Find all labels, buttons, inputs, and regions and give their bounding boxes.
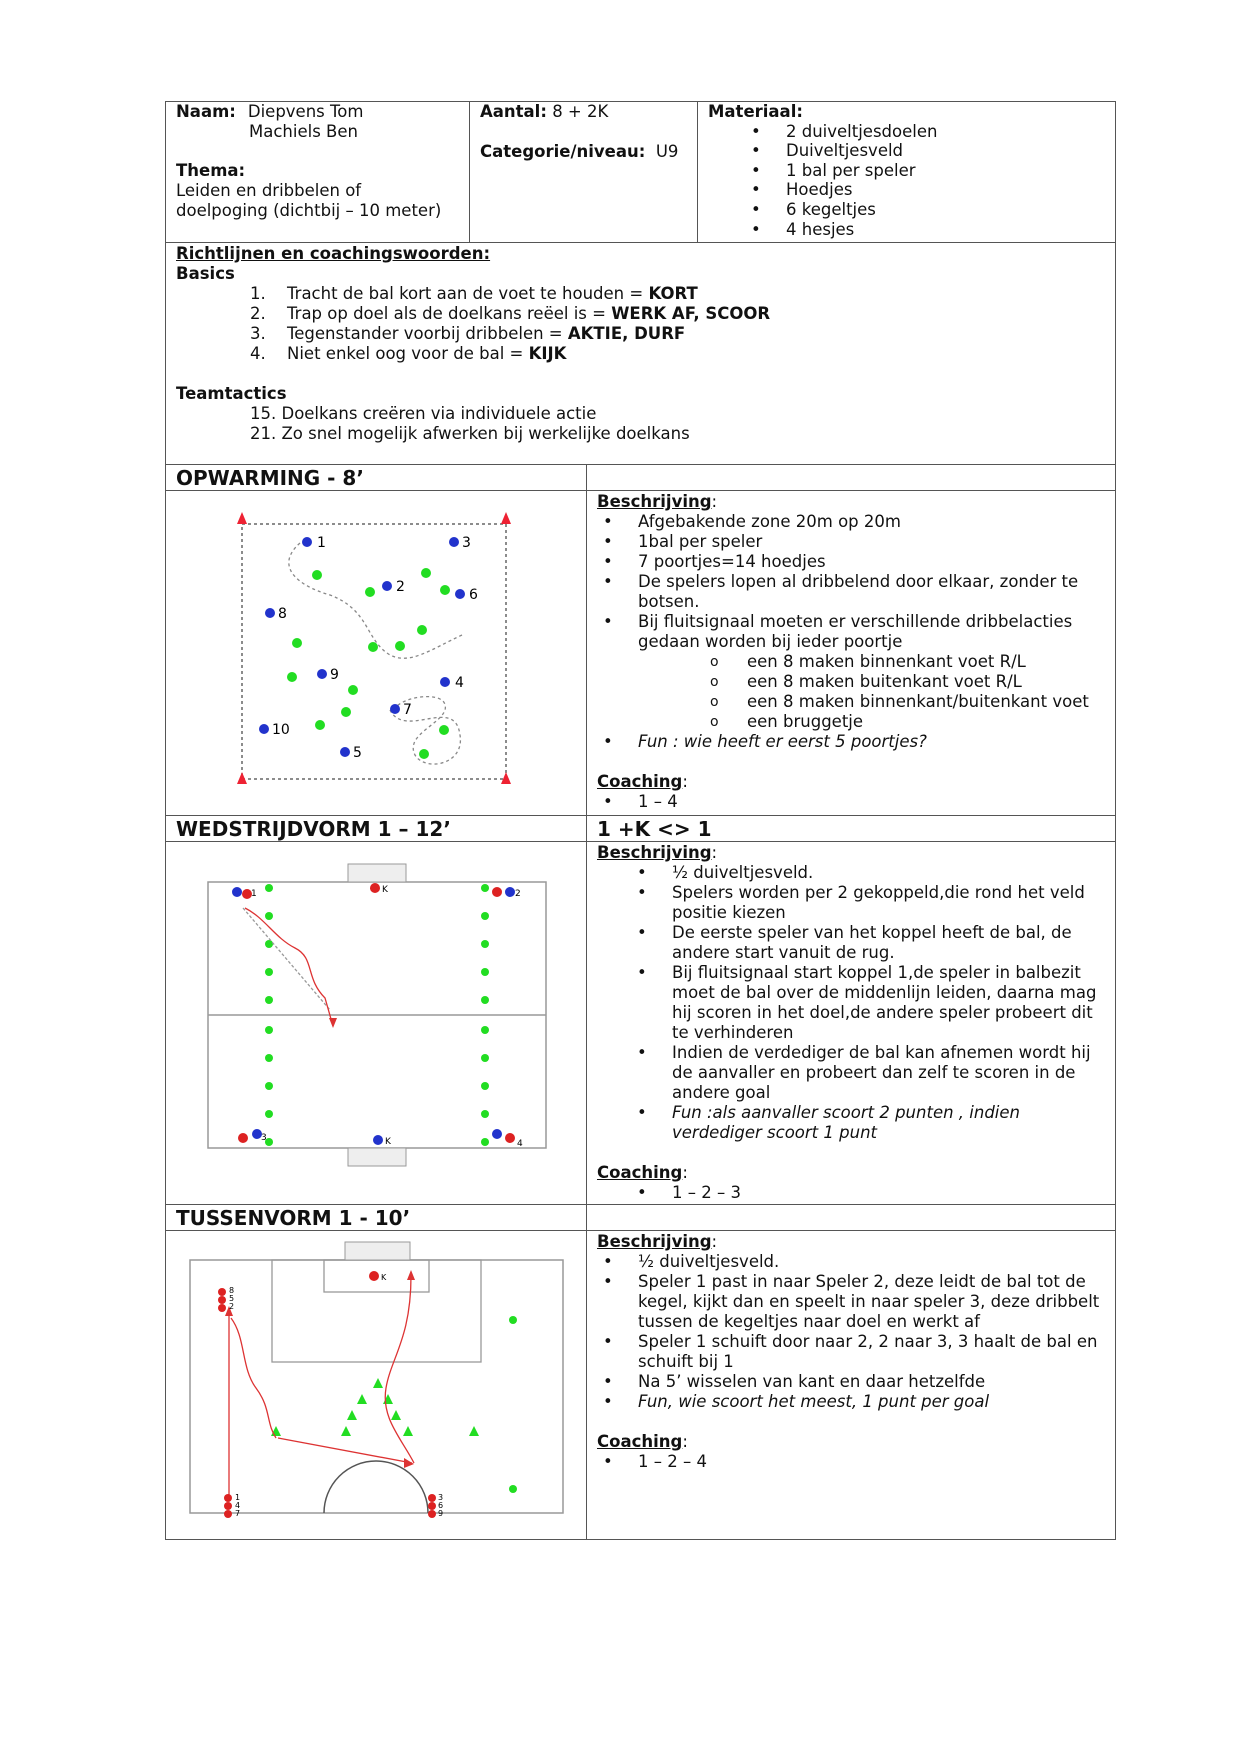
- tussenvorm-description: Beschrijving: • ½ duiveltjesveld. • Speler 1 past in naar Speler 2, deze leidt de bal tot de kegel, kijkt dan en speelt in naar speler 3, deze dribbelt tussen de kegeltjes naar doel en werkt af • Speler 1 schuift door naar 2, 2 naar 3, 3 haalt de bal en schuift bij 1 • Na 5’ wisselen van kant en daar hetzelfde • Fun, wie scoort het meest, 1 punt per goal Coaching: • 1 – 2 – 4: [597, 1232, 1112, 1472]
- list-item: • Afgebakende zone 20m op 20m: [597, 512, 1112, 532]
- materiaal-list: [745, 122, 1108, 240]
- aantal-label: Aantal:: [480, 102, 547, 121]
- player-label: K: [382, 885, 388, 895]
- player-label: 8: [229, 1286, 235, 1295]
- list-item: • Duiveltjesveld: [745, 141, 1108, 161]
- player-label: 3: [438, 1493, 444, 1502]
- col-divider: [469, 101, 470, 242]
- player-label: 4: [235, 1501, 241, 1510]
- list-item: • 7 poortjes=14 hoedjes: [597, 552, 1112, 572]
- player-label: 9: [438, 1509, 444, 1518]
- dribble-arrow: [231, 1318, 276, 1438]
- player-number: 5: [353, 745, 362, 761]
- dribble-path: [289, 543, 462, 658]
- teamtactics-label: Teamtactics: [176, 384, 287, 403]
- player-number: 1: [317, 535, 326, 551]
- naam-cell: [176, 102, 466, 221]
- player-label: 1: [251, 889, 257, 899]
- player-label: 2: [515, 889, 521, 899]
- table-border-bottom: [165, 1539, 1116, 1540]
- beschrijving-label: Beschrijving: [597, 492, 712, 511]
- player-number: 6: [469, 587, 478, 603]
- wedstrijdvorm-diagram: [205, 858, 550, 1168]
- materiaal-cell: [708, 102, 1108, 239]
- dribble-arrow: [245, 908, 333, 1026]
- guidelines-cell: [176, 244, 1106, 444]
- basics-label: Basics: [176, 264, 235, 283]
- fun-item: • Fun, wie scoort het meest, 1 punt per goal: [597, 1392, 1112, 1412]
- wedstrijdvorm-subtitle: 1 +K <> 1: [597, 817, 712, 841]
- materiaal-label: Materiaal:: [708, 102, 803, 121]
- cones: [271, 1316, 517, 1493]
- guidelines-title: Richtlijnen en coachingswoorden:: [176, 244, 491, 263]
- list-item: • Indien de verdediger de bal kan afnemen wordt hij de aanvaller en probeert dan zelf te scoren in de andere goal: [631, 1043, 1112, 1103]
- opwarming-sublist: [597, 652, 1112, 732]
- player-number: 10: [272, 722, 290, 738]
- list-item: • Bij fluitsignaal start koppel 1,de speler in balbezit moet de bal over de middenlijn leiden, daarna mag hij scoren in het doel,de andere speler probeert dit te verhinderen: [631, 963, 1112, 1043]
- list-item: • 4 hesjes: [745, 220, 1108, 240]
- list-item: • Hoedjes: [745, 180, 1108, 200]
- opwarming-list: [597, 512, 1112, 652]
- list-item: • De spelers lopen al dribbelend door elkaar, zonder te botsen.: [597, 572, 1112, 612]
- player-label: 2: [229, 1302, 235, 1311]
- list-item: • 1 bal per speler: [745, 161, 1108, 181]
- tussenvorm-title: TUSSENVORM 1 - 10’: [176, 1206, 411, 1230]
- player-number: 4: [455, 675, 464, 691]
- list-item: • 2 duiveltjesdoelen: [745, 122, 1108, 142]
- tussenvorm-list: [597, 1252, 1112, 1412]
- table-border-right: [1115, 101, 1116, 1540]
- row-divider: [165, 1204, 1116, 1205]
- coaching-label: Coaching: [597, 1163, 683, 1182]
- corner-cone: [501, 772, 511, 784]
- list-item: • 6 kegeltjes: [745, 200, 1108, 220]
- categorie-value: U9: [655, 142, 679, 161]
- coaching-value: • 1 – 2 – 4: [597, 1452, 1112, 1472]
- opwarming-description: Beschrijving: • Afgebakende zone 20m op 20m • 1bal per speler • 7 poortjes=14 hoedjes • De spelers lopen al dribbelend door elkaar, zonder te botsen. • Bij fluitsignaal moeten er verschillende dribbelacties gedaan worden bij ieder poortje o een 8 maken binnenkant voet R/L o een 8 maken buitenkant voet R/L o een 8 maken binnenkant/buitenkant voet o een bruggetje • Fun : wie heeft er eerst 5 poortjes? Coaching: • 1 – 4: [597, 492, 1112, 812]
- wedstrijdvorm-title: WEDSTRIJDVORM 1 – 12’: [176, 817, 451, 841]
- player-number: 8: [278, 606, 287, 622]
- player-label: 6: [438, 1501, 444, 1510]
- player-number: 3: [462, 535, 471, 551]
- wedstrijdvorm-list: [631, 863, 1112, 1143]
- player-label: 3: [261, 1133, 267, 1143]
- list-item: • De eerste speler van het koppel heeft de bal, de andere start vanuit de rug.: [631, 923, 1112, 963]
- list-item: 2. Trap op doel als de doelkans reëel is = WERK AF, SCOOR: [250, 304, 771, 323]
- thema-value-2: doelpoging (dichtbij – 10 meter): [176, 201, 442, 220]
- list-item: • ½ duiveltjesveld.: [597, 1252, 1112, 1272]
- list-item: • Speler 1 past in naar Speler 2, deze leidt de bal tot de kegel, kijkt dan en speelt in naar speler 3, deze dribbelt tussen de kegeltjes naar doel en werkt af: [597, 1272, 1112, 1332]
- tussenvorm-diagram: [186, 1238, 566, 1538]
- beschrijving-label: Beschrijving: [597, 1232, 712, 1251]
- list-item: o een 8 maken buitenkant voet R/L: [597, 672, 1112, 692]
- opwarming-diagram: [230, 510, 530, 792]
- categorie-label: Categorie/niveau:: [480, 142, 646, 161]
- player-label: 5: [229, 1294, 235, 1303]
- naam-label: Naam:: [176, 102, 236, 121]
- row-divider: [165, 242, 1116, 243]
- players: [232, 883, 515, 1145]
- list-item: • Speler 1 schuift door naar 2, 2 naar 3, 3 haalt de bal en schuift bij 1: [597, 1332, 1112, 1372]
- corner-cone: [501, 512, 511, 524]
- list-item: o een bruggetje: [597, 712, 1112, 732]
- row-divider: [165, 1230, 1116, 1231]
- players: [218, 1271, 436, 1518]
- thema-value-1: Leiden en dribbelen of: [176, 181, 362, 200]
- player-number: 9: [330, 667, 339, 683]
- list-item: 3. Tegenstander voorbij dribbelen = AKTIE, DURF: [250, 324, 686, 343]
- list-item: 1. Tracht de bal kort aan de voet te houden = KORT: [250, 284, 698, 303]
- list-item: • Spelers worden per 2 gekoppeld,die rond het veld positie kiezen: [631, 883, 1112, 923]
- teamtactics-item: 21. Zo snel mogelijk afwerken bij werkelijke doelkans: [250, 424, 690, 443]
- player-number: 7: [403, 702, 412, 718]
- list-item: • ½ duiveltjesveld.: [631, 863, 1112, 883]
- player-number: 2: [396, 579, 405, 595]
- corner-cone: [237, 512, 247, 524]
- row-divider: [165, 490, 1116, 491]
- list-item: • Bij fluitsignaal moeten er verschillende dribbelacties gedaan worden bij ieder poortje: [597, 612, 1112, 652]
- coaching-label: Coaching: [597, 1432, 683, 1451]
- player-label: 1: [235, 1493, 241, 1502]
- player-label: K: [381, 1273, 387, 1282]
- opwarming-title: OPWARMING - 8’: [176, 466, 364, 490]
- aantal-cell: [480, 102, 695, 162]
- coaching-value: • 1 – 4: [597, 792, 1112, 812]
- row-divider: [165, 815, 1116, 816]
- col-divider: [586, 464, 587, 1540]
- aantal-value: 8 + 2K: [552, 102, 609, 121]
- player-label: K: [385, 1137, 391, 1147]
- coaching-value: • 1 – 2 – 3: [631, 1183, 1112, 1203]
- fun-item: • Fun : wie heeft er eerst 5 poortjes?: [597, 732, 1112, 752]
- coaching-label: Coaching: [597, 772, 683, 791]
- list-item: • Na 5’ wisselen van kant en daar hetzelfde: [597, 1372, 1112, 1392]
- fun-item: • Fun :als aanvaller scoort 2 punten , indien verdediger scoort 1 punt: [631, 1103, 1112, 1143]
- beschrijving-label: Beschrijving: [597, 843, 712, 862]
- row-divider: [165, 464, 1116, 465]
- col-divider: [697, 101, 698, 242]
- list-item: o een 8 maken binnenkant voet R/L: [597, 652, 1112, 672]
- player-label: 4: [517, 1139, 523, 1149]
- list-item: o een 8 maken binnenkant/buitenkant voet: [597, 692, 1112, 712]
- thema-label: Thema:: [176, 161, 246, 180]
- table-border-left: [165, 101, 166, 1540]
- teamtactics-item: 15. Doelkans creëren via individuele actie: [250, 404, 597, 423]
- naam-value-1: Diepvens Tom: [247, 102, 364, 121]
- list-item: • 1bal per speler: [597, 532, 1112, 552]
- wedstrijdvorm-description: Beschrijving: • ½ duiveltjesveld. • Spelers worden per 2 gekoppeld,die rond het veld positie kiezen • De eerste speler van het koppel heeft de bal, de andere start vanuit de rug. • Bij fluitsignaal start koppel 1,de speler in balbezit moet de bal over de middenlijn leiden, daarna mag hij scoren in het doel,de andere speler probeert dit te verhinderen • Indien de verdediger de bal kan afnemen wordt hij de aanvaller en probeert dan zelf te scoren in de andere goal • Fun :als aanvaller scoort 2 punten , indien verdediger scoort 1 punt Coaching: • 1 – 2 – 3: [597, 843, 1112, 1203]
- basics-list: [176, 284, 1106, 364]
- naam-value-2: Machiels Ben: [249, 122, 358, 141]
- list-item: 4. Niet enkel oog voor de bal = KIJK: [250, 344, 567, 363]
- row-divider: [165, 841, 1116, 842]
- corner-cone: [237, 772, 247, 784]
- player-label: 7: [235, 1509, 241, 1518]
